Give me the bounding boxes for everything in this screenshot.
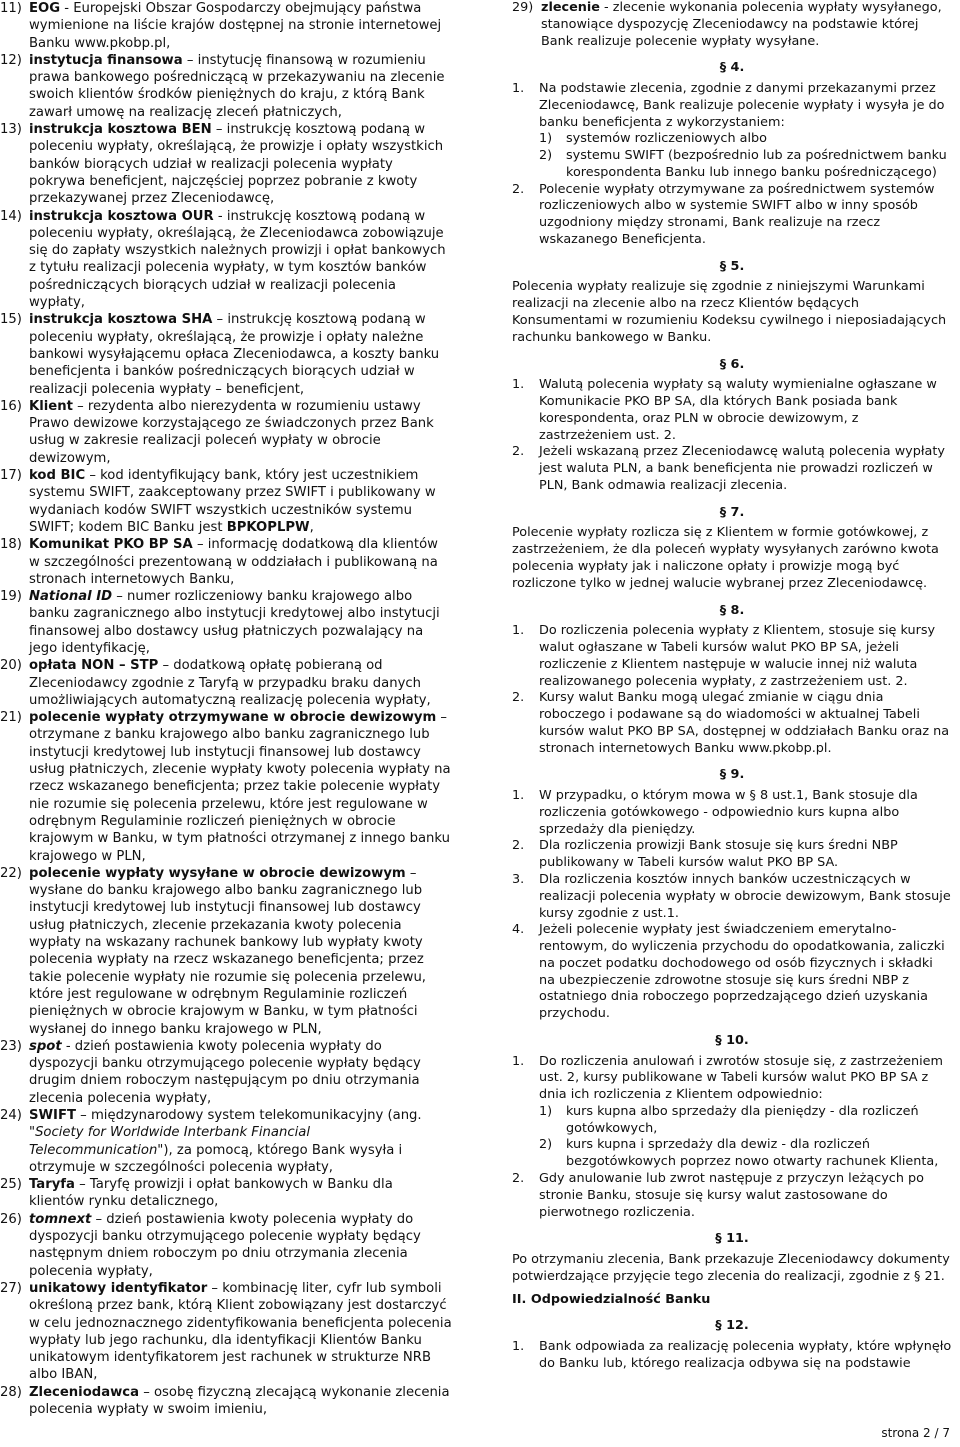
definition-text xyxy=(29,1384,452,1419)
sub-item-text: kurs kupna i sprzedaży dla dewiz - dla rozliczeń bezgotówkowych poprzez nowo otwarty rachunek Klienta, xyxy=(566,1137,939,1170)
definition-body: – wysłane do banku krajowego albo banku zagranicznego lub instytucji kredytowej lub instytucji finansowej lub dostawcy usług płatniczych, zlecenie przekazania kwoty polecenia wypłaty na wskazany rachunek bankowy lub wypłaty kwoty polecenia wypłaty na rzecz wskazanego beneficjenta; przez takie polecenie wypłaty nie rozumie się polecenia przelewu, które jest regulowane w odrębnym Regulaminie rozliczeń pieniężnych w obrocie krajowym w Banku, w tym płatności wysłanej do innego banku krajowego w PLN, xyxy=(29,865,427,1037)
section-title: § 6. xyxy=(719,356,745,372)
definition-body: – międzynarodowy system telekomunikacyjny (ang. xyxy=(75,1108,422,1123)
definition-body: - zlecenie wykonania polecenia wypłaty wysyłanego, stanowiące dyspozycję Zleceniodawcy na podstawie której Bank realizuje polecenie wypłaty wysyłane. xyxy=(541,0,942,49)
definition-term: polecenie wypłaty wysyłane w obrocie dewizowym xyxy=(29,865,406,881)
definition-term: Klient xyxy=(29,398,73,414)
item-number: 2. xyxy=(512,181,525,197)
definition-body: – instytucję finansową w rozumieniu prawa bankowego pośredniczącą w przekazywaniu na zlecenie swoich klientów środków pieniężnych do kraju, z którą Bank zawarł umowę na realizację zleceń płatniczych, xyxy=(29,52,445,120)
definition-term: polecenie wypłaty otrzymywane w obrocie dewizowym xyxy=(29,710,437,726)
definition-term: instytucja finansowa xyxy=(29,52,183,68)
definition-item xyxy=(0,311,452,397)
definition-term: kod BIC xyxy=(29,468,86,484)
sub-item-number: 2) xyxy=(539,148,553,164)
section-title: § 12. xyxy=(715,1318,749,1334)
definition-item xyxy=(0,1176,452,1211)
definition-text xyxy=(29,0,452,52)
numbered-item xyxy=(512,690,952,757)
definition-text xyxy=(29,208,452,312)
definition-term: instrukcja kosztowa BEN xyxy=(29,122,212,138)
definition-body: – Taryfę prowizji i opłat bankowych w Banku dla klientów rynku detalicznego, xyxy=(29,1177,393,1210)
sub-item-text: systemów rozliczeniowych albo xyxy=(566,131,767,147)
item-text: Polecenie wypłaty otrzymywane za pośrednictwem systemów rozliczeniowych albo w systemie SWIFT albo w inny sposób uzgodniony między stronami, Bank realizuje na rzecz wskazanego Beneficjenta. xyxy=(539,181,935,247)
definition-term: SWIFT xyxy=(29,1108,76,1123)
sub-item xyxy=(539,1137,952,1171)
definition-body: – dzień postawienia kwoty polecenia wypłaty do dyspozycji banku otrzymującego polecenie wypłaty będący następnym dniem roboczym po dniu otrzymania zlecenia polecenia wypłaty, xyxy=(29,1211,421,1279)
definition-text xyxy=(29,1211,452,1280)
definition-body: – dodatkową opłatę pobieraną od Zleceniodawcy zgodnie z Taryfą w przypadku braku danych umożliwiających automatyczną realizację polecenia wypłaty, xyxy=(29,658,431,708)
item-text: Gdy anulowanie lub zwrot następuje z przyczyn leżących po stronie Banku, stosuje się kursy walut zastosowane do pierwotnego rozliczenia. xyxy=(539,1171,924,1220)
definition-number: 19) xyxy=(0,589,22,605)
item-number: 1. xyxy=(512,377,525,393)
item-number: 1. xyxy=(512,1339,525,1355)
definition-item xyxy=(0,709,452,865)
definition-body: - Europejski Obszar Gospodarczy obejmujący państwa wymienione na liście krajów dostępnej na stronie internetowej Banku www.pkobp.pl, xyxy=(29,1,442,51)
section-title: § 10. xyxy=(715,1032,749,1048)
definition-term: National ID xyxy=(29,589,113,605)
definition-text xyxy=(29,657,452,709)
item-number: 1. xyxy=(512,81,525,97)
definition-text xyxy=(29,311,452,397)
section-paragraph: Polecenie wypłaty rozlicza się z Klientem w formie gotówkowej, z zastrzeżeniem, że dla poleceń wypłaty wysyłanych zarówno kwota polecenia wypłaty jak i naliczone opłaty i prowizje mogą być rozliczone tylko w jednej walucie wybranej przez Zleceniodawcę. xyxy=(512,525,939,591)
definition-number: 20) xyxy=(0,658,22,674)
definition-number: 21) xyxy=(0,710,22,726)
definition-text xyxy=(29,865,452,1038)
left-column xyxy=(0,0,452,1418)
item-text: Na podstawie zlecenia, zgodnie z danymi przekazanymi przez Zleceniodawcę, Bank realizuje polecenie wypłaty i wysyła je do banku beneficjenta z wykorzystaniem: xyxy=(539,81,945,130)
numbered-item xyxy=(512,623,952,690)
definition-text xyxy=(29,709,452,865)
definition-term: opłata NON – STP xyxy=(29,658,159,674)
definition-item xyxy=(0,1384,452,1419)
item-number: 1. xyxy=(512,1053,525,1069)
definition-item xyxy=(0,398,452,467)
definition-text xyxy=(29,536,452,588)
sub-item-number: 2) xyxy=(539,1137,553,1153)
definition-body: - dzień postawienia kwoty polecenia wypłaty do dyspozycji banku otrzymującego polecenie wypłaty będący drugim dniem roboczym następującym po dniu otrzymania zlecenia polecenia wypłaty, xyxy=(29,1038,421,1106)
definition-text xyxy=(29,1176,452,1211)
definition-item xyxy=(0,1038,452,1107)
numbered-item xyxy=(512,1054,952,1104)
item-number: 3. xyxy=(512,871,525,887)
item-text: Dla rozliczenia prowizji Bank stosuje się kurs średni NBP publikowany w Tabeli kursów walut PKO BP SA. xyxy=(539,838,898,871)
definition-number: 11) xyxy=(0,1,22,16)
section-title: § 5. xyxy=(719,258,745,274)
definition-number: 16) xyxy=(0,398,22,414)
definition-body: – instrukcję kosztową podaną w poleceniu wypłaty, określającą, że prowizje i opłaty należne bankowi wysyłającemu opłaca Zleceniodawca, a koszty banku beneficjenta i banków pośredniczących biorących udział w realizacji polecenia wypłaty – beneficjent, xyxy=(29,312,440,397)
definition-number: 24) xyxy=(0,1108,22,1123)
item-text: Jeżeli polecenie wypłaty jest świadczeniem emerytalno-rentowym, do wyliczenia przychodu do opodatkowania, zaliczki na poczet podatku dochodowego od osób fizycznych i składki na ubezpieczenie zdrowotne stosuje się kurs średni NBP z ostatniego dnia roboczego poprzedzającego dzień uzyskania przychodu. xyxy=(539,922,945,1022)
definition-number: 26) xyxy=(0,1211,22,1227)
definition-body: – kombinację liter, cyfr lub symboli określoną przez bank, którą Klient zobowiązany jest dostarczyć w celu jednoznacznego zidentyfikowania beneficjenta polecenia wypłaty lub jego rachunku, dla identyfikacji Klientów Banku unikatowym identyfikatorem jest rachunek w strukturze NRB albo IBAN, xyxy=(29,1280,452,1383)
sub-item xyxy=(539,131,952,148)
definition-body: – instrukcję kosztową podaną w poleceniu wypłaty, określającą, że prowizje i opłaty wszystkich banków biorących udział w realizacji polecenia wypłaty pokrywa beneficjent, najczęściej poprzez pobranie z kwoty przekazywanej przez Zleceniodawcę, xyxy=(29,122,444,207)
definition-text xyxy=(29,52,452,121)
definition-quote: "Society for Worldwide Interbank Financial Telecommunication" xyxy=(29,1125,311,1158)
definition-item xyxy=(0,467,452,536)
definition-term: unikatowy identyfikator xyxy=(29,1280,208,1296)
item-text: Walutą polecenia wypłaty są waluty wymienialne ogłaszane w Komunikacie PKO BP SA, dla których Bank posiada bank korespondenta, oraz PLN w obrocie dewizowym, z zastrzeżeniem ust. 2. xyxy=(539,377,937,443)
definition-item xyxy=(0,588,452,657)
numbered-item xyxy=(512,1339,952,1373)
numbered-item xyxy=(512,377,952,444)
sub-item xyxy=(539,148,952,182)
definition-number: 12) xyxy=(0,52,22,68)
definition-term: instrukcja kosztowa SHA xyxy=(29,312,213,328)
definition-body-2: , xyxy=(309,519,314,535)
right-column xyxy=(512,0,952,1373)
section-title: § 11. xyxy=(715,1231,749,1247)
sub-item-text: kurs kupna albo sprzedaży dla pieniędzy - dla rozliczeń gotówkowych, xyxy=(566,1103,919,1136)
definition-term: zlecenie xyxy=(541,0,600,15)
definition-number: 22) xyxy=(0,865,22,881)
section-title: § 9. xyxy=(719,767,745,783)
sub-item-number: 1) xyxy=(539,1103,553,1119)
definition-text xyxy=(29,1107,452,1176)
definition-term: tomnext xyxy=(29,1211,92,1227)
definition-term: instrukcja kosztowa OUR xyxy=(29,208,214,224)
definition-item xyxy=(0,0,452,52)
definition-number: 14) xyxy=(0,208,22,224)
numbered-item xyxy=(512,182,952,249)
definition-body: – osobę fizyczną zlecającą wykonanie zlecenia polecenia wypłaty w swoim imieniu, xyxy=(29,1384,450,1418)
definition-number: 28) xyxy=(0,1384,22,1400)
definition-body: – otrzymane z banku krajowego albo banku zagranicznego lub instytucji kredytowej lub instytucji finansowej lub dostawcy usług płatniczych, zlecenie wypłaty kwoty polecenia wypłaty na rzecz wskazanego beneficjenta; przez takie polecenie wypłaty nie rozumie się polecenia przelewu, które jest regulowane w odrębnym Regulaminie rozliczeń pieniężnych w obrocie krajowym w Banku, w tym płatności otrzymanej z innego banku krajowego w PLN, xyxy=(29,710,451,864)
section-paragraph: Po otrzymaniu zlecenia, Bank przekazuje Zleceniodawcy dokumenty potwierdzające przyjęcie tego zlecenia do realizacji, zgodnie z § 21. xyxy=(512,1252,950,1284)
item-number: 4. xyxy=(512,922,525,938)
definition-text xyxy=(29,398,452,467)
item-text: Jeżeli wskazaną przez Zleceniodawcę walutą polecenia wypłaty jest waluta PLN, a bank beneficjenta nie prowadzi rozliczeń w PLN, Bank odmawia realizacji zlecenia. xyxy=(539,444,945,493)
definition-term: EOG xyxy=(29,1,61,16)
definition-number: 25) xyxy=(0,1177,22,1193)
sub-item xyxy=(539,1104,952,1138)
definition-number: 23) xyxy=(0,1038,22,1054)
definition-item xyxy=(0,1211,452,1280)
section-paragraph: Polecenia wypłaty realizuje się zgodnie z niniejszymi Warunkami realizacji na zlecenie albo na rzecz Klientów będących Konsumentami w rozumieniu Kodeksu cywilnego i nieposiadających rachunku bankowego w Banku. xyxy=(512,279,947,345)
definition-number: 15) xyxy=(0,312,22,328)
definition-body: – rezydenta albo nierezydenta w rozumieniu ustawy Prawo dewizowe korzystającego ze świadczonych przez Bank usług w zakresie realizacji poleceń wypłaty w obrocie dewizowym, xyxy=(29,398,434,466)
numbered-item xyxy=(512,81,952,131)
item-number: 2. xyxy=(512,690,525,706)
definition-item xyxy=(0,208,452,312)
definition-text xyxy=(29,588,452,657)
item-text: Do rozliczenia polecenia wypłaty z Klientem, stosuje się kursy walut ogłaszane w Tabeli kursów walut PKO BP SA, jeżeli rozliczenie z Klientem następuje w walucie innej niż waluta realizowanego polecenia wypłaty, z zastrzeżeniem ust. 2. xyxy=(539,623,936,689)
section-title: § 7. xyxy=(719,504,745,520)
definition-item xyxy=(512,0,952,50)
sub-item-number: 1) xyxy=(539,131,553,147)
sub-item-text: systemu SWIFT (bezpośrednio lub za pośrednictwem banku korespondenta Banku lub innego banku pośredniczącego) xyxy=(566,148,947,180)
definition-number: 29) xyxy=(512,0,534,15)
definition-text xyxy=(29,1038,452,1107)
definition-item xyxy=(0,1280,452,1384)
definition-body: – informację dodatkową dla klientów w szczególności prezentowaną w oddziałach i publikowaną na stronach internetowych Banku, xyxy=(29,537,438,587)
definition-number: 27) xyxy=(0,1280,22,1296)
definition-item xyxy=(0,865,452,1038)
numbered-item xyxy=(512,788,952,838)
definition-body-2: ), za pomocą, którego Bank wysyła i otrzymuje w szczególności polecenia wypłaty, xyxy=(29,1142,403,1175)
section-title: § 4. xyxy=(719,60,745,76)
chapter-heading: II. Odpowiedzialność Banku xyxy=(512,1291,711,1307)
item-number: 2. xyxy=(512,838,525,854)
definition-term: spot xyxy=(29,1038,62,1054)
item-number: 1. xyxy=(512,788,525,804)
definition-item xyxy=(0,121,452,207)
item-number: 2. xyxy=(512,1171,525,1186)
definition-item xyxy=(0,657,452,709)
definition-item xyxy=(0,536,452,588)
definition-term-2: BPKOPLPW xyxy=(226,519,310,535)
numbered-item xyxy=(512,922,952,1023)
definition-body: - instrukcję kosztową podaną w poleceniu wypłaty, określającą, że Zleceniodawca zobowiązuje się do zapłaty wszystkich należnych prowizji i opłat bankowych z tytułu realizacji polecenia wypłaty, w tym kosztów banków pośredniczących biorących udział w realizacji polecenia wypłaty, xyxy=(29,208,446,311)
numbered-item xyxy=(512,872,952,922)
definition-item xyxy=(0,52,452,121)
item-text: W przypadku, o którym mowa w § 8 ust.1, Bank stosuje dla rozliczenia gotówkowego - odpowiednio kurs kupna albo sprzedaży dla pieniędzy. xyxy=(539,788,918,837)
definition-body: – numer rozliczeniowy banku krajowego albo banku zagranicznego albo instytucji kredytowej albo instytucji finansowej albo dostawcy usług płatniczych pozwalający na jego identyfikację, xyxy=(29,589,440,656)
definition-term: Taryfa xyxy=(29,1177,75,1193)
definition-number: 18) xyxy=(0,537,22,553)
definition-text xyxy=(541,0,952,50)
definition-body: – kod identyfikujący bank, który jest uczestnikiem systemu SWIFT, zaakceptowany przez SWIFT i publikowany w wydaniach kodów SWIFT wszystkich uczestników systemu SWIFT; kodem BIC Banku jest xyxy=(29,468,436,535)
item-text: Dla rozliczenia kosztów innych banków uczestniczących w realizacji polecenia wypłaty w obrocie dewizowym, Bank stosuje kursy zgodnie z ust.1. xyxy=(539,871,951,921)
page-number: strona 2 / 7 xyxy=(881,1426,950,1441)
definition-text xyxy=(29,1280,452,1384)
definition-term: Zleceniodawca xyxy=(29,1384,139,1400)
definition-item xyxy=(0,1107,452,1176)
definition-number: 17) xyxy=(0,468,22,484)
definition-term: Komunikat PKO BP SA xyxy=(29,537,193,553)
item-number: 1. xyxy=(512,623,525,639)
section-title: § 8. xyxy=(719,602,745,618)
definition-text xyxy=(29,121,452,207)
numbered-item xyxy=(512,1171,952,1221)
numbered-item xyxy=(512,444,952,494)
definition-text xyxy=(29,467,452,536)
item-text: Do rozliczenia anulowań i zwrotów stosuje się, z zastrzeżeniem ust. 2, kursy publikowane w Tabeli kursów walut PKO BP SA z dnia ich rozliczenia z Klientem odpowiednio: xyxy=(539,1053,944,1103)
item-text: Bank odpowiada za realizację polecenia wypłaty, które wpłynęło do Banku lub, którego realizacja odbywa się na podstawie xyxy=(539,1339,952,1371)
item-number: 2. xyxy=(512,444,525,460)
definition-number: 13) xyxy=(0,122,22,138)
numbered-item xyxy=(512,838,952,872)
item-text: Kursy walut Banku mogą ulegać zmianie w ciągu dnia roboczego i podawane są do wiadomości w aktualnej Tabeli kursów walut PKO BP SA, dostępnej w oddziałach Banku oraz na stronach internetowych Banku www.pkobp.pl. xyxy=(539,690,950,756)
